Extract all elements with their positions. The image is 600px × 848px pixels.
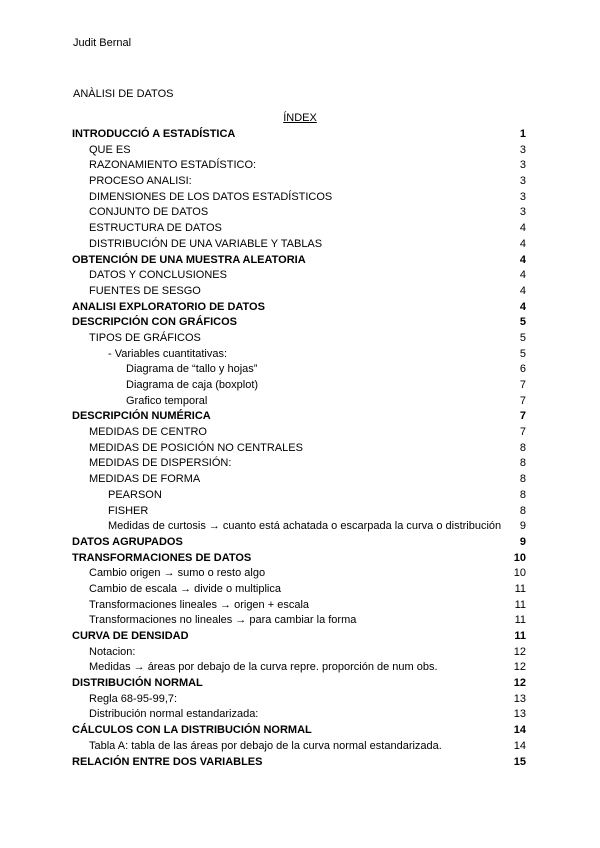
toc-entry-label: Notacion:	[89, 645, 136, 658]
toc-entry-page: 8	[519, 504, 526, 517]
toc-entry[interactable]	[72, 174, 526, 190]
toc-entry-label: Medidas → áreas por debajo de la curva repre. proporción de num obs.	[89, 661, 438, 674]
toc-entry-page: 1	[519, 128, 526, 140]
toc-entry-label: INTRODUCCIÓ A ESTADÍSTICA	[72, 128, 236, 140]
toc-entry[interactable]	[72, 331, 526, 347]
toc-entry-label: CÁLCULOS CON LA DISTRIBUCIÓN NORMAL	[72, 724, 312, 737]
toc-entry-label: OBTENCIÓN DE UNA MUESTRA ALEATORIA	[72, 253, 306, 266]
toc-entry[interactable]	[72, 268, 526, 284]
toc-entry-label: Diagrama de “tallo y hojas”	[126, 363, 258, 376]
toc-entry-label: QUE ES	[89, 143, 131, 156]
toc-entry[interactable]	[72, 613, 526, 629]
toc-entry-label: - Variables cuantitativas:	[108, 347, 228, 360]
toc-entry-label: ANALISI EXPLORATORIO DE DATOS	[72, 300, 265, 313]
toc-entry-label: FISHER	[108, 504, 149, 517]
toc-entry-page: 4	[519, 300, 526, 313]
toc-entry-page: 5	[519, 316, 526, 329]
toc-entry-page: 14	[513, 724, 526, 737]
toc-entry-page: 4	[519, 222, 526, 235]
toc-entry-page: 14	[513, 739, 526, 752]
toc-entry-page: 9	[519, 520, 526, 533]
toc-entry-label: Grafico temporal	[126, 394, 208, 407]
toc-entry-page: 13	[513, 708, 526, 721]
toc-entry-label: MEDIDAS DE POSICIÓN NO CENTRALES	[89, 441, 303, 454]
toc-entry[interactable]	[72, 472, 526, 488]
toc-entry-label: RELACIÓN ENTRE DOS VARIABLES	[72, 755, 263, 768]
toc-entry-page: 6	[519, 363, 526, 376]
index-title: ÍNDEX	[283, 112, 317, 124]
toc-entry[interactable]	[72, 237, 526, 253]
toc-entry-label: Tabla A: tabla de las áreas por debajo de la curva normal estandarizada.	[89, 739, 442, 752]
toc-entry-page: 8	[519, 441, 526, 454]
toc-entry-page: 3	[519, 143, 526, 156]
toc-entry[interactable]	[72, 378, 526, 394]
toc-entry[interactable]	[72, 707, 526, 723]
toc-entry-page: 8	[519, 457, 526, 470]
toc-entry-page: 4	[519, 253, 526, 266]
toc-entry-label: MEDIDAS DE DISPERSIÓN:	[89, 457, 232, 470]
toc-entry-label: DISTRIBUCIÓN DE UNA VARIABLE Y TABLAS	[89, 237, 323, 250]
toc-entry[interactable]	[72, 582, 526, 598]
toc-entry-page: 10	[513, 567, 526, 580]
toc-entry-label: Diagrama de caja (boxplot)	[126, 379, 259, 391]
toc-entry[interactable]	[72, 127, 526, 143]
toc-entry-page: 8	[519, 488, 526, 501]
toc-entry[interactable]	[72, 158, 526, 174]
toc-entry-page: 3	[519, 175, 526, 188]
toc-entry[interactable]	[72, 504, 526, 520]
toc-entry-page: 5	[519, 347, 526, 360]
toc-entry-page: 11	[514, 582, 526, 595]
toc-entry[interactable]	[72, 598, 526, 614]
toc-entry[interactable]	[72, 409, 526, 425]
toc-entry-page: 4	[519, 284, 526, 297]
toc-entry[interactable]	[72, 221, 526, 237]
toc-entry[interactable]	[72, 676, 526, 692]
toc-entry-label: DATOS Y CONCLUSIONES	[89, 269, 227, 282]
toc-entry-page: 3	[519, 206, 526, 219]
toc-entry-label: DISTRIBUCIÓN NORMAL	[72, 677, 203, 690]
toc-entry-page: 3	[519, 159, 526, 172]
toc-entry-page: 5	[519, 331, 526, 344]
toc-entry-page: 9	[519, 535, 526, 548]
toc-entry[interactable]	[72, 315, 526, 331]
toc-entry-label: DIMENSIONES DE LOS DATOS ESTADÍSTICOS	[89, 190, 333, 203]
toc-entry-label: RAZONAMIENTO ESTADÍSTICO:	[89, 159, 257, 172]
toc-entry-page: 15	[513, 755, 526, 768]
toc-entry-page: 7	[519, 379, 526, 391]
toc-entry-page: 12	[513, 677, 526, 690]
toc-entry-label: PROCESO ANALISI:	[89, 175, 192, 188]
toc-entry[interactable]	[72, 205, 526, 221]
toc-entry-label: Cambio origen → sumo o resto algo	[89, 567, 266, 580]
toc-entry[interactable]	[72, 551, 526, 567]
toc-entry-label: CURVA DE DENSIDAD	[72, 630, 189, 642]
toc-entry[interactable]	[72, 394, 526, 410]
toc-entry-label: Transformaciones lineales → origen + escala	[89, 598, 310, 611]
toc-entry[interactable]	[72, 566, 526, 582]
toc-entry[interactable]	[72, 755, 526, 771]
document-title: ANÀLISI DE DATOS	[73, 88, 174, 100]
toc-entry[interactable]	[72, 362, 526, 378]
toc-entry[interactable]	[72, 519, 526, 535]
toc-entry-label: TIPOS DE GRÁFICOS	[89, 331, 201, 344]
toc-entry[interactable]	[72, 253, 526, 269]
toc-entry[interactable]	[72, 692, 526, 708]
toc-entry[interactable]	[72, 629, 526, 645]
toc-entry-page: 11	[514, 614, 526, 627]
toc-entry-label: Regla 68-95-99,7:	[89, 692, 178, 705]
toc-entry[interactable]	[72, 190, 526, 206]
toc-entry[interactable]	[72, 535, 526, 551]
toc-entry[interactable]	[72, 300, 526, 316]
toc-entry-label: PEARSON	[108, 488, 162, 501]
toc-entry[interactable]	[72, 441, 526, 457]
toc-entry-page: 12	[513, 661, 526, 674]
toc-entry-label: MEDIDAS DE CENTRO	[89, 426, 207, 439]
toc-entry-label: DESCRIPCIÓN NUMÉRICA	[72, 410, 211, 423]
toc-entry-label: FUENTES DE SESGO	[89, 284, 201, 297]
toc-entry-page: 13	[513, 692, 526, 705]
author-name: Judit Bernal	[73, 37, 132, 49]
toc-entry-label: TRANSFORMACIONES DE DATOS	[72, 551, 252, 564]
toc-entry-label: DATOS AGRUPADOS	[72, 535, 183, 548]
toc-entry[interactable]	[72, 488, 526, 504]
toc-entry[interactable]	[72, 723, 526, 739]
toc-entry[interactable]	[72, 645, 526, 661]
toc-entry[interactable]	[72, 425, 526, 441]
toc-entry-page: 8	[519, 473, 526, 486]
toc-entry-label: Transformaciones no lineales → para cambiar la forma	[89, 614, 357, 627]
toc-entry-label: DESCRIPCIÓN CON GRÁFICOS	[72, 316, 238, 329]
toc-entry-label: ESTRUCTURA DE DATOS	[89, 222, 222, 235]
toc-entry[interactable]	[72, 284, 526, 300]
toc-entry-page: 10	[513, 551, 526, 564]
toc-entry-label: Cambio de escala → divide o multiplica	[89, 582, 281, 595]
toc-entry[interactable]	[72, 739, 526, 755]
toc-entry-page: 11	[514, 598, 526, 611]
toc-entry[interactable]	[72, 347, 526, 363]
toc-entry-page: 4	[519, 269, 526, 282]
toc-entry-page: 7	[519, 394, 526, 407]
toc-entry[interactable]	[72, 456, 526, 472]
toc-entry-page: 4	[519, 237, 526, 250]
table-of-contents	[72, 127, 526, 770]
toc-entry-page: 7	[519, 410, 526, 423]
toc-entry-label: CONJUNTO DE DATOS	[89, 206, 209, 219]
toc-entry-label: Distribución normal estandarizada:	[89, 708, 259, 721]
toc-entry[interactable]	[72, 143, 526, 159]
toc-entry-label: Medidas de curtosis → cuanto está achatada o escarpada la curva o distribución	[108, 520, 502, 533]
toc-entry-page: 3	[519, 190, 526, 203]
toc-entry-page: 11	[514, 630, 526, 642]
toc-entry-page: 7	[519, 426, 526, 439]
toc-entry-page: 12	[513, 645, 526, 658]
toc-entry-label: MEDIDAS DE FORMA	[89, 473, 201, 486]
toc-entry[interactable]	[72, 660, 526, 676]
